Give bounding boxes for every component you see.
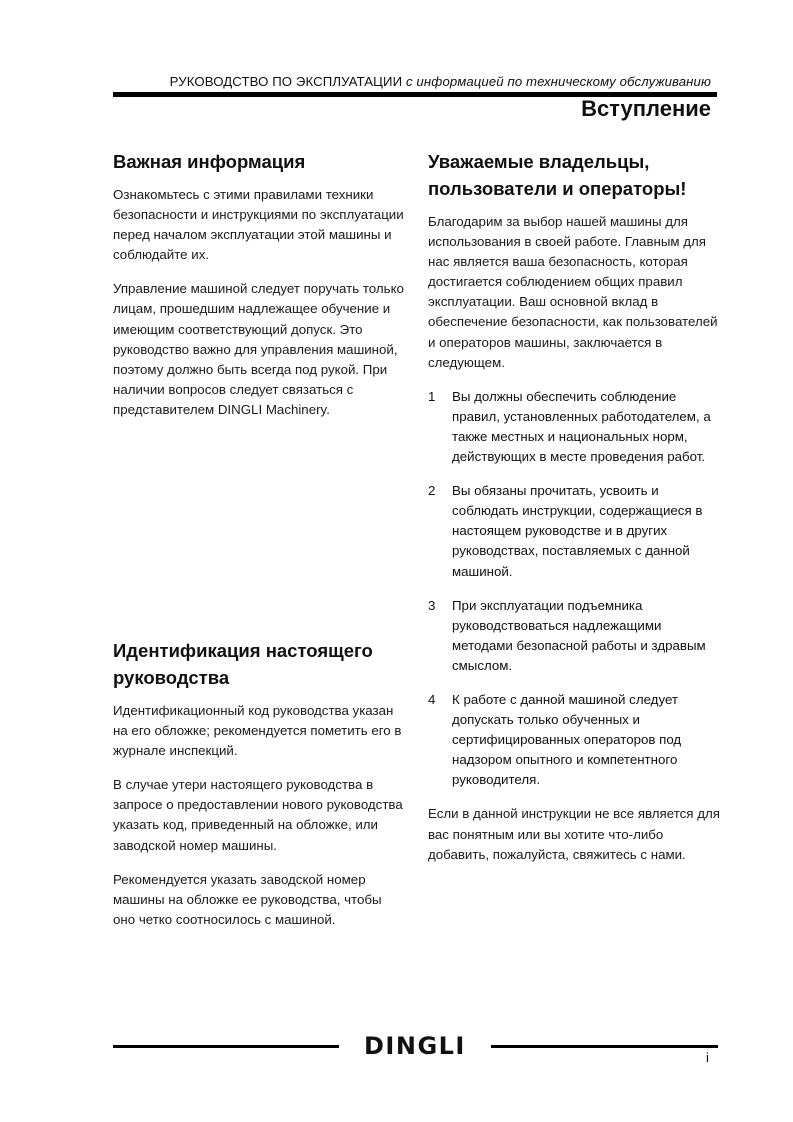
list-item-number: 1 [428, 388, 436, 404]
manual-subtitle: с информацией по техническому обслуживанию [405, 74, 711, 89]
owners-section [428, 148, 720, 865]
important-info-paragraph-2: Управление машиной следует поручать только лицам, прошедшим надлежащее обучение и имеющим соответствующий допуск. Это руководство важно для управления машиной, поэтому должно быть всегда под рукой. При наличии вопросов следует связаться с представителем DINGLI Machinery. [113, 281, 404, 417]
list-item-text: При эксплуатации подъемника руководствоваться надлежащими методами безопасной работы и здравым смыслом. [452, 597, 706, 673]
identification-paragraph-3: Рекомендуется указать заводской номер машины на обложке ее руководства, чтобы оно четко соотносилось с машиной. [113, 871, 382, 927]
list-item [428, 596, 720, 676]
list-item-number: 4 [428, 691, 436, 707]
list-item-text: Вы обязаны прочитать, усвоить и соблюдать инструкции, содержащиеся в настоящем руководстве и в других руководствах, поставляемых с данной машиной. [452, 483, 703, 579]
owners-intro: Благодарим за выбор нашей машины для использования в своей работе. Главным для нас является ваша безопасность, которая достигается соблюдением общих правил эксплуатации. Ваш основной вклад в обеспечение безопасности, как пользователей и операторов машины, заключается в следующем. [428, 214, 718, 370]
section-title: Вступление [581, 96, 711, 121]
identification-heading: Идентификация настоящего руководства [113, 640, 373, 688]
footer-rule-right [491, 1045, 718, 1048]
manual-title: РУКОВОДСТВО ПО ЭКСПЛУАТАЦИИ [169, 74, 403, 89]
owners-closing: Если в данной инструкции не все является для вас понятным или вы хотите что-либо добавить, пожалуйста, свяжитесь с нами. [428, 806, 720, 862]
list-item-text: Вы должны обеспечить соблюдение правил, установленных работодателем, а также местных и национальных норм, действующих в месте проведения работ. [452, 388, 711, 465]
important-info-section [113, 148, 405, 420]
list-item [428, 387, 720, 467]
owners-heading: Уважаемые владельцы, пользователи и операторы! [428, 151, 687, 199]
identification-paragraph-2: В случае утери настоящего руководства в запросе о предоставлении нового руководства указать код, приведенный на обложке, или заводской номер машины. [113, 777, 403, 853]
footer-rule-left [113, 1045, 339, 1048]
page-number: i [706, 1050, 709, 1065]
list-item-text: К работе с данной машиной следует допускать только обученных и сертифицированных операторов под надзором опытного и компетентного руководителя. [452, 691, 682, 788]
running-header [0, 74, 711, 89]
important-info-paragraph-1: Ознакомьтесь с этими правилами техники безопасности и инструкциями по эксплуатации перед началом эксплуатации этой машины и соблюдайте их. [113, 187, 404, 263]
list-item-number: 3 [428, 597, 436, 613]
identification-paragraph-1: Идентификационный код руководства указан на его обложке; рекомендуется пометить его в журнале инспекций. [113, 703, 402, 759]
list-item [428, 481, 720, 581]
list-item [428, 690, 720, 790]
important-info-heading: Важная информация [113, 151, 306, 172]
identification-section [113, 637, 405, 930]
dingli-logo: DINGLI [364, 1032, 466, 1060]
list-item-number: 2 [428, 483, 436, 499]
